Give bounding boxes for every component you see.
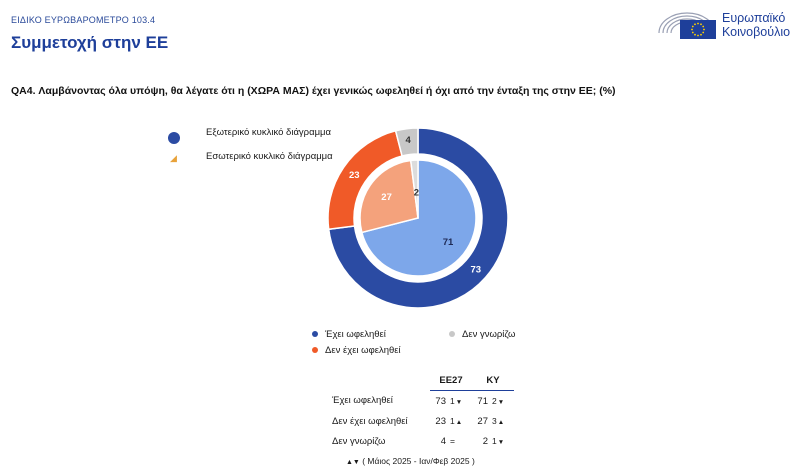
- ee27-change: [448, 431, 472, 451]
- ky-value: 27: [477, 415, 488, 427]
- ee27-change: [448, 391, 472, 412]
- logo-line-1: Ευρωπαϊκό: [722, 11, 786, 25]
- down-arrow-icon: ▼: [497, 399, 505, 406]
- ring-legend-outer-label: Εξωτερικό κυκλικό διάγραμμα: [206, 127, 332, 138]
- legend-item-benefited: [312, 329, 386, 340]
- ee27-value: 23: [435, 415, 446, 427]
- eu-star-icon: [703, 29, 705, 31]
- parliament-emblem-icon: [659, 13, 716, 39]
- legend-label: Δεν έχει ωφεληθεί: [325, 345, 401, 356]
- legend-label: Έχει ωφεληθεί: [325, 329, 386, 340]
- ee27-value: 73: [435, 395, 446, 407]
- down-arrow-icon: ▼: [455, 399, 463, 406]
- change-value: 3: [492, 416, 497, 426]
- page-title: Συμμετοχή στην ΕΕ: [11, 33, 169, 52]
- comparison-table: [330, 375, 514, 451]
- donut-chart: [318, 118, 518, 318]
- change-value: 1: [492, 436, 497, 446]
- eu-star-icon: [694, 34, 696, 36]
- change-value: =: [450, 436, 455, 446]
- outer-ring-marker-icon: [168, 132, 180, 144]
- change-value: 1: [450, 416, 455, 426]
- row-label: Δεν γνωρίζω: [332, 435, 386, 447]
- ring-legend-inner-label: Εσωτερικό κυκλικό διάγραμμα: [206, 151, 333, 162]
- eu-star-icon: [694, 23, 696, 25]
- outer-data-label-0: 73: [470, 264, 482, 276]
- table-row: [330, 431, 514, 451]
- ky-value: 71: [477, 395, 488, 407]
- inner-data-label-0: 71: [442, 236, 454, 248]
- table-row: [330, 391, 514, 412]
- legend-item-dont-know: [449, 329, 515, 340]
- eu-star-icon: [697, 35, 699, 37]
- legend-item-not-benefited: [312, 345, 401, 356]
- down-arrow-icon: ▼: [497, 439, 505, 446]
- table-header-ee27: EE27: [430, 375, 472, 391]
- eu-star-icon: [700, 23, 702, 25]
- report-kicker: ΕΙΔΙΚΟ ΕΥΡΩΒΑΡΟΜΕΤΡΟ 103.4: [11, 15, 156, 25]
- eu-star-icon: [702, 26, 704, 28]
- legend-swatch: [312, 347, 318, 353]
- ring-legend: [168, 127, 333, 175]
- ee27-value: 4: [440, 435, 446, 447]
- ky-change: [490, 391, 514, 412]
- row-label: Έχει ωφεληθεί: [332, 395, 393, 407]
- inner-data-label-1: 27: [381, 192, 392, 204]
- row-label: Δεν έχει ωφεληθεί: [332, 415, 408, 427]
- legend-label: Δεν γνωρίζω: [462, 329, 516, 340]
- european-parliament-logo: [656, 6, 806, 42]
- outer-data-label-1: 23: [349, 170, 360, 182]
- change-footnote: [346, 456, 475, 466]
- eu-star-icon: [691, 29, 693, 31]
- eu-star-icon: [692, 32, 694, 34]
- ky-change: [490, 411, 514, 431]
- ring-legend-inner: [168, 151, 333, 175]
- ring-legend-outer: [168, 127, 333, 151]
- legend-swatch: [312, 331, 318, 337]
- cyprus-map-icon: ◢: [170, 153, 177, 163]
- table-header-empty: [330, 375, 430, 391]
- table-row: [330, 411, 514, 431]
- outer-data-label-2: 4: [405, 135, 411, 147]
- up-arrow-icon: ▲: [455, 419, 463, 426]
- ky-value: 2: [482, 435, 488, 447]
- trend-arrows-icon: ▲▼: [346, 459, 360, 466]
- logo-line-2: Κοινοβούλιο: [722, 25, 791, 39]
- eu-star-icon: [702, 32, 704, 34]
- ee27-change: [448, 411, 472, 431]
- eu-star-icon: [697, 23, 699, 25]
- change-value: 2: [492, 396, 497, 406]
- inner-data-label-2: 2: [413, 187, 420, 199]
- change-value: 1: [450, 396, 455, 406]
- eu-star-icon: [692, 26, 694, 28]
- eu-star-icon: [700, 34, 702, 36]
- table-header-row: [330, 375, 514, 391]
- legend-swatch: [449, 331, 455, 337]
- question-text: QA4. Λαμβάνοντας όλα υπόψη, θα λέγατε ότι η (ΧΩΡΑ ΜΑΣ) έχει γενικώς ωφεληθεί ή όχι από την ένταξη της στην ΕΕ; (%): [11, 85, 616, 97]
- footnote-text: ( Μάιος 2025 - Ιαν/Φεβ 2025 ): [362, 456, 475, 466]
- table-header-ky: KY: [472, 375, 514, 391]
- ky-change: [490, 431, 514, 451]
- up-arrow-icon: ▲: [497, 419, 505, 426]
